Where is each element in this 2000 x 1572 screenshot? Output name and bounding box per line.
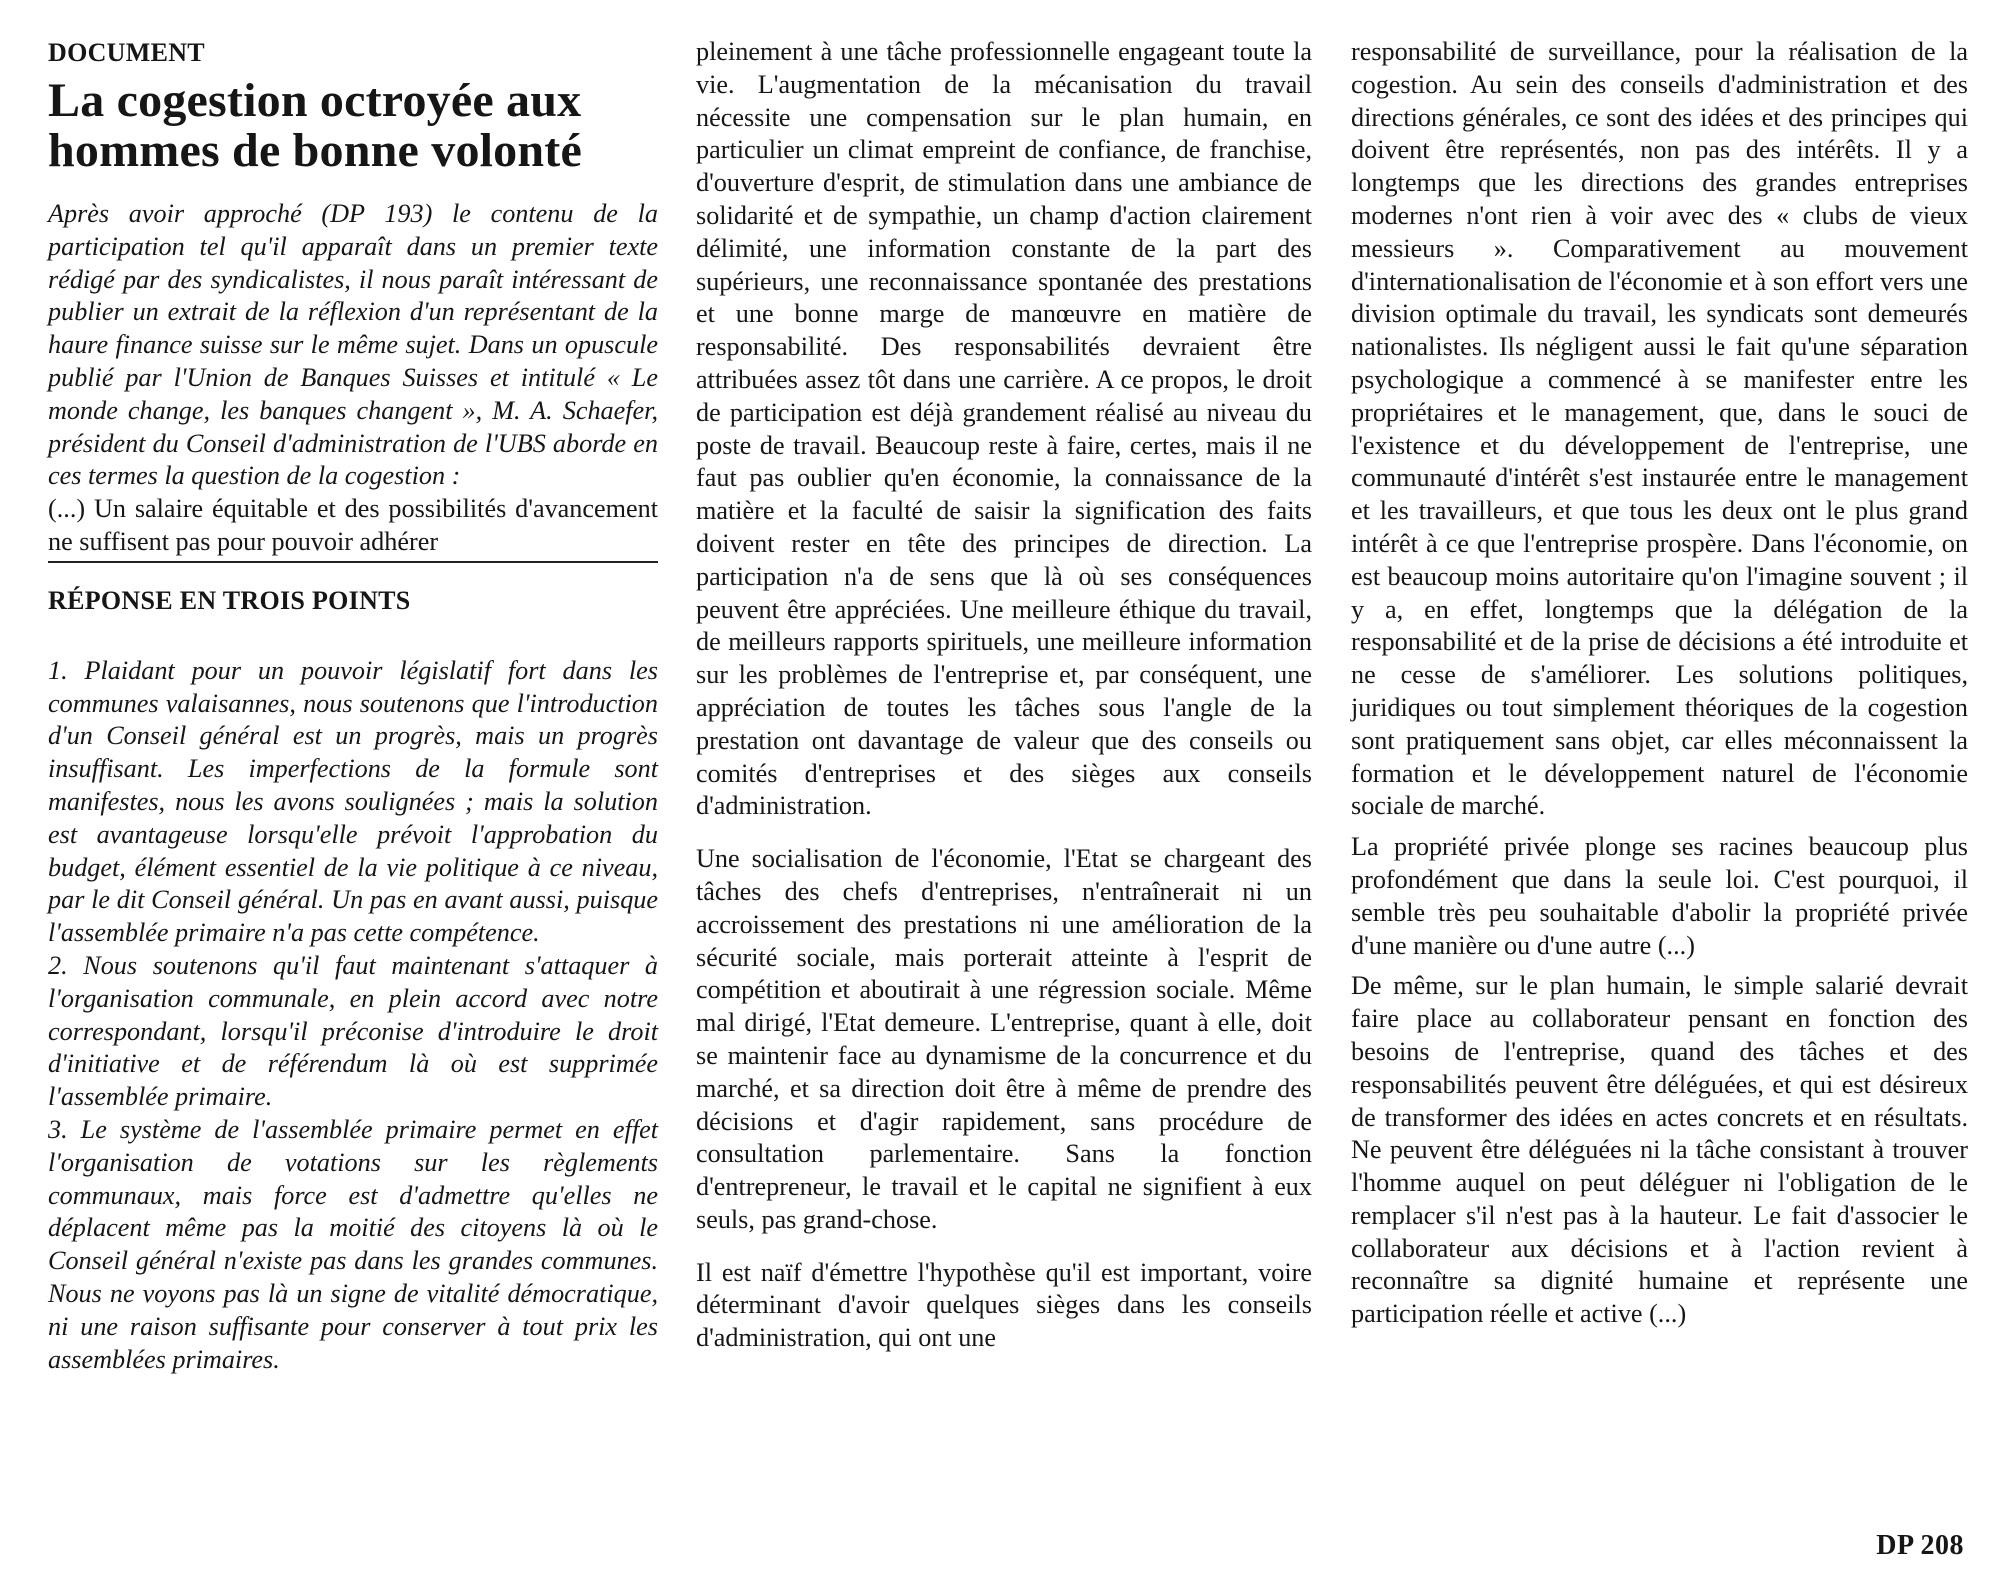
article-paragraph: De même, sur le plan humain, le simple salarié devrait faire place au collaborateur pensant en fonction des besoins de l'entreprise, quand des tâches et des responsabilités peuvent être déléguées, et qui est désireux de transformer des idées en actes concrets et en résultats. Ne peuvent être déléguées ni la tâche consistant à trouver l'homme auquel on peut déléguer ni l'obligation de le remplacer s'il n'est pas à la hauteur. Le fait d'associer le collaborateur aux décisions et à l'action revient à reconnaître sa dignité humaine et représente une participation réelle et active (...) — [1351, 971, 1968, 1329]
article-paragraph: pleinement à une tâche professionnelle engageant toute la vie. L'augmentation de la mécanisation du travail nécessite une compensation sur le plan humain, en particulier un climat empreint de confiance, de franchise, d'ouverture d'esprit, de stimulation dans une ambiance de solidarité et de sympathie, un champ d'action clairement délimité, une information constante de la part des supérieurs, une reconnaissance spontanée des prestations et une bonne marge de manœuvre en matière de responsabilité. Des responsabilités devraient être attribuées assez tôt dans une carrière. A ce propos, le droit de participation est déjà grandement réalisé au niveau du poste de travail. Beaucoup reste à faire, certes, mais il ne faut pas oublier qu'en économie, la connaissance de la matière et la faculté de saisir la signification des faits doivent rester en tête des principes de direction. La participation n'a de sens que là où ses conséquences peuvent être appréciées. Une meilleure éthique du travail, de meilleurs rapports spirituels, une meilleure information sur les problèmes de l'entreprise et, par conséquent, une appréciation de toutes les tâches sous l'angle de la prestation ont davantage de valeur que des conseils ou comités d'entreprises et des sièges aux conseils d'administration. — [696, 37, 1312, 821]
reply-point-2: 2. Nous soutenons qu'il faut maintenant s'attaquer à l'organisation communale, en plein accord avec notre correspondant, lorsqu'il préconise d'introduire le droit d'initiative et de référendum là où est supprimée l'assemblée primaire. — [48, 950, 658, 1112]
article-headline: La cogestion octroyée aux hommes de bonne volonté — [48, 74, 582, 177]
article-paragraph: Une socialisation de l'économie, l'Etat se chargeant des tâches des chefs d'entreprises, n'entraînerait ni un accroissement des prestations ni une amélioration de la sécurité sociale, mais porterait atteinte à l'esprit de compétition et aboutirait à une régression sociale. Même mal dirigé, l'Etat demeure. L'entreprise, quant à elle, doit se maintenir face au dynamisme de la concurrence et du marché, et sa direction doit être à même de prendre des décisions et d'agir rapidement, sans procédure de consultation parlementaire. Sans la fonction d'entrepreneur, le travail et le capital ne signifient à eux seuls, pas grand-chose. — [696, 844, 1312, 1234]
article-paragraph: responsabilité de surveillance, pour la réalisation de la cogestion. Au sein des conseils d'administration et des directions générales, ce sont des idées et des principes qui doivent être représentés, non pas des intérêts. Il y a longtemps que les directions des grandes entreprises modernes n'ont rien à voir avec des « clubs de vieux messieurs ». Comparativement au mouvement d'internationalisation de l'économie et à son effort vers une division optimale du travail, les syndicats sont demeurés nationalistes. Ils négligent aussi le fait qu'une séparation psychologique a commencé à se manifester entre les propriétaires et le management, que, dans le souci de l'existence et du développement de l'entreprise, une communauté d'intérêt s'est instaurée entre le management et les travailleurs, et que tous les deux ont le plus grand intérêt à ce que l'entreprise prospère. Dans l'économie, on est beaucoup moins autoritaire qu'on l'imagine souvent ; il y a, en effet, longtemps que la délégation de la responsabilité et de la prise de décisions a été introduite et ne cesse de s'améliorer. Les solutions politiques, juridiques ou tout simplement théoriques de la cogestion sont pratiquement sans objet, car elles méconnaissent la formation et le développement naturel de l'économie sociale de marché. — [1351, 37, 1968, 821]
article-paragraph: Il est naïf d'émettre l'hypothèse qu'il est important, voire déterminant d'avoir quelques sièges dans les conseils d'administration, qui ont une — [696, 1257, 1312, 1353]
column-middle — [696, 36, 1312, 1355]
column-right — [1351, 36, 1968, 1331]
article-paragraph: (...) Un salaire équitable et des possibilités d'avancement ne suffisent pas pour pouvoir adhérer — [48, 494, 658, 556]
reply-point-3: 3. Le système de l'assemblée primaire permet en effet l'organisation de votations sur les règlements communaux, mais force est d'admettre qu'elles ne déplacent même pas la moitié des citoyens là où le Conseil général n'existe pas dans les grandes communes. Nous ne voyons pas là un signe de vitalité démocratique, ni une raison suffisante pour conserver à tout prix les assemblées primaires. — [48, 1114, 658, 1374]
reply-title: RÉPONSE EN TROIS POINTS — [48, 585, 411, 615]
section-divider — [48, 561, 658, 563]
article-intro: Après avoir approché (DP 193) le contenu de la participation tel qu'il apparaît dans un premier texte rédigé par des syndicalistes, il nous paraît intéressant de publier un extrait de la réflexion d'un représentant de la haure finance suisse sur le même sujet. Dans un opuscule publié par l'Union de Banques Suisses et intitulé « Le monde change, les banques changent », M. A. Schaefer, président du Conseil d'administration de l'UBS aborde en ces termes la question de la cogestion : — [48, 199, 658, 491]
column-left — [48, 36, 658, 1376]
reply-point-1: 1. Plaidant pour un pouvoir législatif fort dans les communes valaisannes, nous soutenons que l'introduction d'un Conseil général est un progrès, mais un progrès insuffisant. Les imperfections de la formule sont manifestes, nous les avons soulignées ; mais la solution est avantageuse lorsqu'elle prévoit l'approbation du budget, élément essentiel de la vie politique à ce niveau, par le dit Conseil général. Un pas en avant aussi, puisque l'assemblée primaire n'a pas cette compétence. — [48, 655, 658, 948]
page-number: DP 208 — [1876, 1530, 1964, 1561]
article-paragraph: La propriété privée plonge ses racines beaucoup plus profondément que dans la seule loi. C'est pourquoi, il semble très peu souhaitable d'abolir la propriété privée d'une manière ou d'une autre (...) — [1351, 832, 1968, 960]
section-kicker: DOCUMENT — [48, 38, 205, 67]
